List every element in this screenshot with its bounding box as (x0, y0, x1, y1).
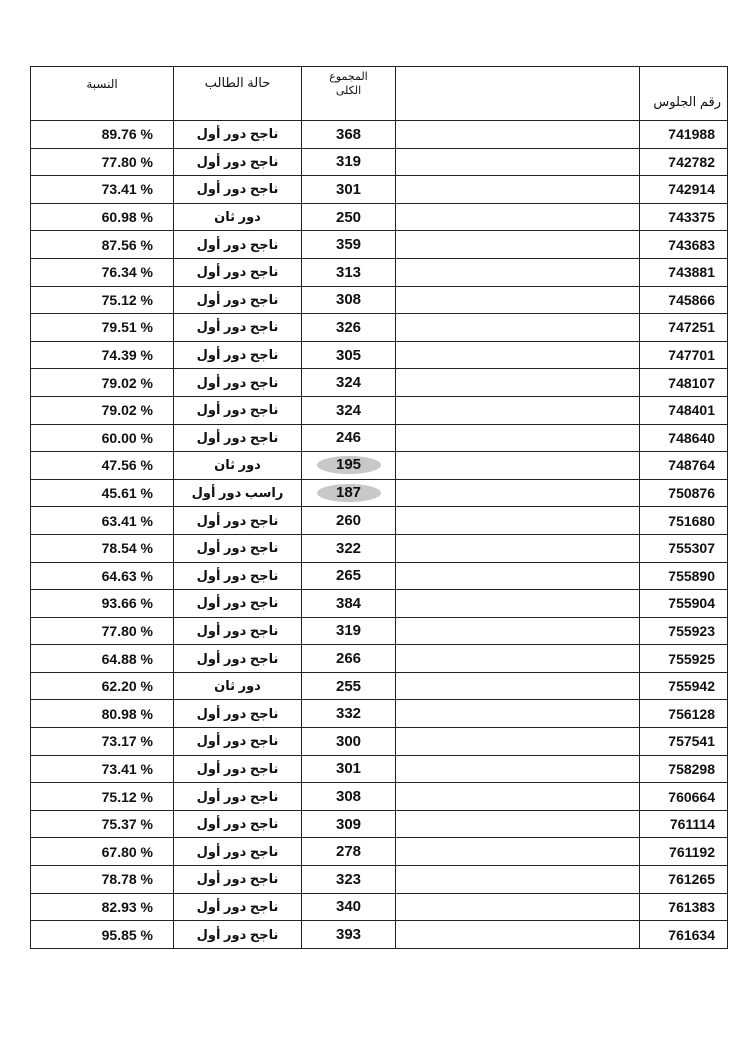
seat-number-cell: 760664 (640, 783, 728, 811)
total-cell (302, 314, 396, 342)
total-cell (302, 893, 396, 921)
table-row (31, 728, 728, 756)
seat-number-cell: 761634 (640, 921, 728, 949)
seat-number-cell: 745866 (640, 286, 728, 314)
blank-cell (396, 783, 640, 811)
total-value: 324 (335, 401, 362, 419)
total-value: 260 (335, 512, 362, 530)
blank-cell (396, 231, 640, 259)
ratio-cell: 64.88 % (31, 645, 174, 673)
seat-number-cell: 755942 (640, 672, 728, 700)
total-value: 250 (335, 208, 362, 226)
status-cell: ناجح دور أول (174, 755, 302, 783)
table-row (31, 921, 728, 949)
ratio-cell: 74.39 % (31, 341, 174, 369)
status-cell: ناجح دور أول (174, 893, 302, 921)
ratio-cell: 73.41 % (31, 755, 174, 783)
total-cell (302, 617, 396, 645)
total-cell (302, 755, 396, 783)
total-cell (302, 728, 396, 756)
ratio-cell: 77.80 % (31, 148, 174, 176)
seat-number-cell: 757541 (640, 728, 728, 756)
blank-cell (396, 176, 640, 204)
status-cell: ناجح دور أول (174, 534, 302, 562)
header-seat: رقم الجلوس (640, 67, 728, 121)
seat-number-cell: 756128 (640, 700, 728, 728)
total-cell (302, 672, 396, 700)
status-cell: دور ثان (174, 452, 302, 480)
seat-number-cell: 748640 (640, 424, 728, 452)
table-row (31, 562, 728, 590)
blank-cell (396, 728, 640, 756)
seat-number-cell: 755307 (640, 534, 728, 562)
status-cell: ناجح دور أول (174, 921, 302, 949)
total-value: 368 (335, 125, 362, 143)
ratio-cell: 95.85 % (31, 921, 174, 949)
total-value: 323 (335, 870, 362, 888)
blank-cell (396, 424, 640, 452)
status-cell: ناجح دور أول (174, 810, 302, 838)
total-cell (302, 590, 396, 618)
seat-number-cell: 755890 (640, 562, 728, 590)
highlighted-total: 195 (317, 456, 381, 474)
highlighted-total: 187 (317, 484, 381, 502)
blank-cell (396, 893, 640, 921)
status-cell: ناجح دور أول (174, 396, 302, 424)
blank-cell (396, 617, 640, 645)
ratio-cell: 62.20 % (31, 672, 174, 700)
ratio-cell: 78.54 % (31, 534, 174, 562)
table-row (31, 507, 728, 535)
ratio-cell: 87.56 % (31, 231, 174, 259)
total-value: 300 (335, 732, 362, 750)
total-cell (302, 231, 396, 259)
status-cell: ناجح دور أول (174, 424, 302, 452)
ratio-cell: 76.34 % (31, 258, 174, 286)
total-value: 340 (335, 898, 362, 916)
total-cell (302, 396, 396, 424)
ratio-cell: 73.41 % (31, 176, 174, 204)
blank-cell (396, 148, 640, 176)
total-cell (302, 258, 396, 286)
ratio-cell: 63.41 % (31, 507, 174, 535)
total-cell (302, 921, 396, 949)
total-cell (302, 810, 396, 838)
table-row (31, 810, 728, 838)
seat-number-cell: 743683 (640, 231, 728, 259)
total-value: 384 (335, 594, 362, 612)
status-cell: راسب دور أول (174, 479, 302, 507)
total-value: 326 (335, 318, 362, 336)
table-row (31, 672, 728, 700)
total-value: 255 (335, 677, 362, 695)
total-value: 324 (335, 374, 362, 392)
ratio-cell: 75.12 % (31, 783, 174, 811)
header-row (31, 67, 728, 121)
total-value: 313 (335, 263, 362, 281)
ratio-cell: 64.63 % (31, 562, 174, 590)
seat-number-cell: 742914 (640, 176, 728, 204)
total-cell (302, 534, 396, 562)
blank-cell (396, 534, 640, 562)
blank-cell (396, 562, 640, 590)
table-row (31, 341, 728, 369)
blank-cell (396, 369, 640, 397)
blank-cell (396, 590, 640, 618)
total-cell (302, 286, 396, 314)
total-value: 309 (335, 815, 362, 833)
header-blank (396, 67, 640, 121)
table-header (31, 67, 728, 121)
total-cell (302, 176, 396, 204)
status-cell: ناجح دور أول (174, 286, 302, 314)
ratio-cell: 79.02 % (31, 369, 174, 397)
seat-number-cell: 748764 (640, 452, 728, 480)
table-row (31, 838, 728, 866)
ratio-cell: 79.51 % (31, 314, 174, 342)
total-cell (302, 341, 396, 369)
blank-cell (396, 203, 640, 231)
table-row (31, 369, 728, 397)
seat-number-cell: 748401 (640, 396, 728, 424)
table-row (31, 396, 728, 424)
seat-number-cell: 758298 (640, 755, 728, 783)
header-total-line2: الكلى (335, 84, 362, 97)
status-cell: ناجح دور أول (174, 562, 302, 590)
blank-cell (396, 121, 640, 149)
table-row (31, 231, 728, 259)
total-cell (302, 369, 396, 397)
table-row (31, 534, 728, 562)
total-cell (302, 507, 396, 535)
total-cell (302, 645, 396, 673)
total-value: 319 (335, 153, 362, 171)
table-row (31, 617, 728, 645)
table-row (31, 424, 728, 452)
ratio-cell: 60.00 % (31, 424, 174, 452)
blank-cell (396, 921, 640, 949)
seat-number-cell: 750876 (640, 479, 728, 507)
status-cell: ناجح دور أول (174, 507, 302, 535)
ratio-cell: 82.93 % (31, 893, 174, 921)
ratio-cell: 75.12 % (31, 286, 174, 314)
status-cell: ناجح دور أول (174, 231, 302, 259)
total-cell (302, 203, 396, 231)
total-value: 393 (335, 926, 362, 944)
table-body (31, 121, 728, 949)
table-row (31, 314, 728, 342)
total-value: 359 (335, 236, 362, 254)
blank-cell (396, 838, 640, 866)
seat-number-cell: 743881 (640, 258, 728, 286)
seat-number-cell: 748107 (640, 369, 728, 397)
total-value: 246 (335, 429, 362, 447)
status-cell: ناجح دور أول (174, 121, 302, 149)
blank-cell (396, 672, 640, 700)
blank-cell (396, 507, 640, 535)
seat-number-cell: 743375 (640, 203, 728, 231)
total-cell (302, 866, 396, 894)
seat-number-cell: 742782 (640, 148, 728, 176)
total-value: 301 (335, 180, 362, 198)
seat-number-cell: 761114 (640, 810, 728, 838)
table-row (31, 258, 728, 286)
total-cell (302, 479, 396, 507)
blank-cell (396, 645, 640, 673)
header-ratio: النسبة (31, 67, 174, 121)
seat-number-cell: 761192 (640, 838, 728, 866)
status-cell: ناجح دور أول (174, 341, 302, 369)
header-status: حالة الطالب (174, 67, 302, 121)
total-cell (302, 148, 396, 176)
blank-cell (396, 755, 640, 783)
status-cell: ناجح دور أول (174, 258, 302, 286)
ratio-cell: 80.98 % (31, 700, 174, 728)
table-row (31, 203, 728, 231)
blank-cell (396, 396, 640, 424)
ratio-cell: 89.76 % (31, 121, 174, 149)
ratio-cell: 93.66 % (31, 590, 174, 618)
seat-number-cell: 741988 (640, 121, 728, 149)
ratio-cell: 79.02 % (31, 396, 174, 424)
status-cell: ناجح دور أول (174, 590, 302, 618)
table-row (31, 645, 728, 673)
table-row (31, 755, 728, 783)
total-cell (302, 562, 396, 590)
table-row (31, 286, 728, 314)
results-sheet (30, 66, 727, 949)
seat-number-cell: 761265 (640, 866, 728, 894)
blank-cell (396, 258, 640, 286)
status-cell: دور ثان (174, 672, 302, 700)
ratio-cell: 77.80 % (31, 617, 174, 645)
table-row (31, 783, 728, 811)
seat-number-cell: 747701 (640, 341, 728, 369)
table-row (31, 893, 728, 921)
total-value: 308 (335, 291, 362, 309)
status-cell: ناجح دور أول (174, 617, 302, 645)
total-value: 265 (335, 567, 362, 585)
blank-cell (396, 700, 640, 728)
total-cell (302, 452, 396, 480)
status-cell: ناجح دور أول (174, 645, 302, 673)
status-cell: ناجح دور أول (174, 700, 302, 728)
table-row (31, 590, 728, 618)
status-cell: ناجح دور أول (174, 176, 302, 204)
total-value: 308 (335, 788, 362, 806)
blank-cell (396, 341, 640, 369)
table-row (31, 700, 728, 728)
ratio-cell: 78.78 % (31, 866, 174, 894)
table-row (31, 452, 728, 480)
total-value: 322 (335, 539, 362, 557)
status-cell: ناجح دور أول (174, 314, 302, 342)
ratio-cell: 67.80 % (31, 838, 174, 866)
status-cell: ناجح دور أول (174, 838, 302, 866)
total-value: 332 (335, 705, 362, 723)
ratio-cell: 47.56 % (31, 452, 174, 480)
status-cell: دور ثان (174, 203, 302, 231)
seat-number-cell: 755904 (640, 590, 728, 618)
header-total (302, 67, 396, 121)
total-cell (302, 700, 396, 728)
blank-cell (396, 479, 640, 507)
table-row (31, 866, 728, 894)
ratio-cell: 73.17 % (31, 728, 174, 756)
ratio-cell: 45.61 % (31, 479, 174, 507)
status-cell: ناجح دور أول (174, 783, 302, 811)
seat-number-cell: 751680 (640, 507, 728, 535)
total-cell (302, 424, 396, 452)
blank-cell (396, 866, 640, 894)
status-cell: ناجح دور أول (174, 369, 302, 397)
total-value: 278 (335, 843, 362, 861)
header-total-line1: المجموع (329, 71, 368, 83)
seat-number-cell: 755923 (640, 617, 728, 645)
total-cell (302, 783, 396, 811)
seat-number-cell: 761383 (640, 893, 728, 921)
blank-cell (396, 286, 640, 314)
total-value: 266 (335, 650, 362, 668)
results-table (30, 66, 728, 949)
blank-cell (396, 452, 640, 480)
table-row (31, 479, 728, 507)
ratio-cell: 75.37 % (31, 810, 174, 838)
status-cell: ناجح دور أول (174, 866, 302, 894)
blank-cell (396, 314, 640, 342)
status-cell: ناجح دور أول (174, 728, 302, 756)
table-row (31, 176, 728, 204)
ratio-cell: 60.98 % (31, 203, 174, 231)
total-value: 301 (335, 760, 362, 778)
seat-number-cell: 755925 (640, 645, 728, 673)
table-row (31, 148, 728, 176)
blank-cell (396, 810, 640, 838)
table-row (31, 121, 728, 149)
total-value: 319 (335, 622, 362, 640)
total-value: 305 (335, 346, 362, 364)
total-cell (302, 838, 396, 866)
status-cell: ناجح دور أول (174, 148, 302, 176)
total-cell (302, 121, 396, 149)
seat-number-cell: 747251 (640, 314, 728, 342)
